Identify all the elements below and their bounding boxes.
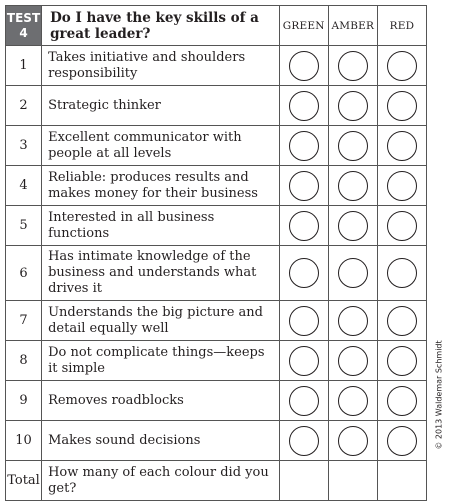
- answer-circle-amber[interactable]: [338, 386, 368, 416]
- answer-cell-red: [377, 341, 426, 381]
- question-row: [6, 246, 427, 301]
- total-question: How many of each colour did you get?: [42, 461, 280, 501]
- quiz-title: Do I have the key skills of a great leader?: [42, 6, 280, 46]
- answer-circle-red[interactable]: [387, 211, 417, 241]
- answer-circle-red[interactable]: [387, 91, 417, 121]
- answer-circle-amber[interactable]: [338, 211, 368, 241]
- answer-cell-green: [279, 301, 328, 341]
- answer-cell-amber: [328, 301, 377, 341]
- answer-cell-amber: [328, 126, 377, 166]
- header-row: [6, 6, 427, 46]
- question-row: [6, 86, 427, 126]
- total-cell-red[interactable]: [377, 461, 426, 501]
- question-number: 5: [6, 206, 42, 246]
- question-number: 1: [6, 46, 42, 86]
- column-header-amber: AMBER: [328, 6, 377, 46]
- answer-circle-amber[interactable]: [338, 426, 368, 456]
- answer-circle-red[interactable]: [387, 426, 417, 456]
- leadership-skills-quiz: [5, 5, 427, 501]
- total-row: [6, 461, 427, 501]
- answer-cell-red: [377, 46, 426, 86]
- answer-cell-amber: [328, 246, 377, 301]
- column-header-red: RED: [377, 6, 426, 46]
- answer-circle-amber[interactable]: [338, 258, 368, 288]
- question-text: Understands the big picture and detail equally well: [42, 301, 280, 341]
- answer-cell-amber: [328, 206, 377, 246]
- answer-circle-green[interactable]: [289, 171, 319, 201]
- question-number: 8: [6, 341, 42, 381]
- answer-circle-red[interactable]: [387, 346, 417, 376]
- answer-circle-green[interactable]: [289, 306, 319, 336]
- answer-circle-red[interactable]: [387, 171, 417, 201]
- answer-circle-green[interactable]: [289, 346, 319, 376]
- answer-circle-green[interactable]: [289, 51, 319, 81]
- answer-cell-amber: [328, 86, 377, 126]
- test-number: 4: [19, 25, 28, 40]
- answer-cell-green: [279, 206, 328, 246]
- total-cell-amber[interactable]: [328, 461, 377, 501]
- question-row: [6, 126, 427, 166]
- answer-cell-green: [279, 421, 328, 461]
- answer-cell-green: [279, 46, 328, 86]
- question-row: [6, 381, 427, 421]
- test-badge: [6, 6, 42, 46]
- answer-circle-amber[interactable]: [338, 91, 368, 121]
- question-number: 10: [6, 421, 42, 461]
- question-row: [6, 206, 427, 246]
- question-row: [6, 421, 427, 461]
- question-text: Reliable: produces results and makes money for their business: [42, 166, 280, 206]
- answer-circle-amber[interactable]: [338, 171, 368, 201]
- copyright-notice: © 2013 Waldemar Schmidt: [434, 340, 444, 450]
- answer-circle-green[interactable]: [289, 386, 319, 416]
- answer-cell-green: [279, 381, 328, 421]
- answer-circle-red[interactable]: [387, 306, 417, 336]
- question-row: [6, 301, 427, 341]
- answer-cell-green: [279, 166, 328, 206]
- answer-cell-green: [279, 246, 328, 301]
- answer-circle-red[interactable]: [387, 51, 417, 81]
- answer-cell-red: [377, 301, 426, 341]
- answer-cell-green: [279, 126, 328, 166]
- answer-circle-green[interactable]: [289, 426, 319, 456]
- question-text: Has intimate knowledge of the business and understands what drives it: [42, 246, 280, 301]
- question-text: Interested in all business functions: [42, 206, 280, 246]
- answer-circle-red[interactable]: [387, 386, 417, 416]
- total-cell-green[interactable]: [279, 461, 328, 501]
- question-text: Strategic thinker: [42, 86, 280, 126]
- answer-cell-red: [377, 421, 426, 461]
- answer-circle-red[interactable]: [387, 131, 417, 161]
- answer-cell-red: [377, 381, 426, 421]
- answer-circle-red[interactable]: [387, 258, 417, 288]
- question-number: 2: [6, 86, 42, 126]
- answer-cell-green: [279, 86, 328, 126]
- question-text: Makes sound decisions: [42, 421, 280, 461]
- answer-cell-red: [377, 126, 426, 166]
- question-text: Takes initiative and shoulders responsibility: [42, 46, 280, 86]
- column-header-green: GREEN: [279, 6, 328, 46]
- answer-circle-amber[interactable]: [338, 306, 368, 336]
- answer-cell-amber: [328, 421, 377, 461]
- answer-cell-amber: [328, 341, 377, 381]
- answer-circle-amber[interactable]: [338, 131, 368, 161]
- question-row: [6, 341, 427, 381]
- answer-cell-amber: [328, 46, 377, 86]
- answer-circle-amber[interactable]: [338, 346, 368, 376]
- answer-cell-amber: [328, 166, 377, 206]
- question-number: 6: [6, 246, 42, 301]
- question-row: [6, 46, 427, 86]
- question-text: Excellent communicator with people at all levels: [42, 126, 280, 166]
- question-number: 3: [6, 126, 42, 166]
- answer-circle-amber[interactable]: [338, 51, 368, 81]
- answer-cell-amber: [328, 381, 377, 421]
- question-number: 4: [6, 166, 42, 206]
- answer-circle-green[interactable]: [289, 211, 319, 241]
- answer-circle-green[interactable]: [289, 91, 319, 121]
- answer-cell-red: [377, 206, 426, 246]
- total-label: Total: [6, 461, 42, 501]
- question-number: 9: [6, 381, 42, 421]
- answer-circle-green[interactable]: [289, 131, 319, 161]
- test-label: TEST: [6, 10, 41, 25]
- answer-cell-green: [279, 341, 328, 381]
- question-number: 7: [6, 301, 42, 341]
- answer-cell-red: [377, 166, 426, 206]
- question-text: Removes roadblocks: [42, 381, 280, 421]
- question-text: Do not complicate things—keeps it simple: [42, 341, 280, 381]
- question-row: [6, 166, 427, 206]
- answer-cell-red: [377, 246, 426, 301]
- answer-circle-green[interactable]: [289, 258, 319, 288]
- answer-cell-red: [377, 86, 426, 126]
